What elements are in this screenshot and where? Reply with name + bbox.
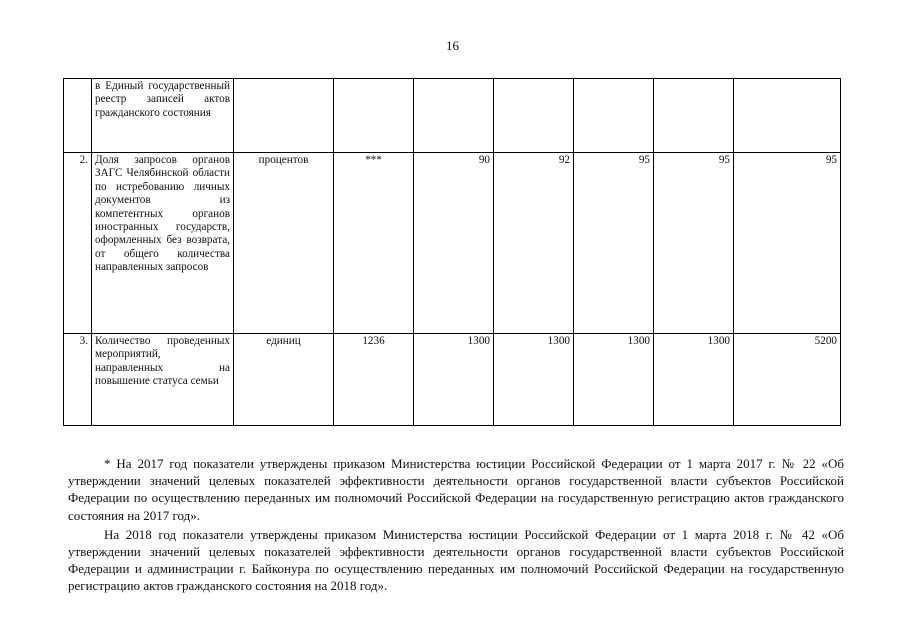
base-value-cell: 1236 <box>334 334 414 426</box>
row-number: 3. <box>64 334 92 426</box>
row-number <box>64 79 92 153</box>
value-cell <box>734 79 841 153</box>
indicator-name: Количество проведенных мероприятий, направленных на повышение статуса семьи <box>92 334 234 426</box>
value-cell <box>654 79 734 153</box>
value-cell <box>574 79 654 153</box>
value-cell <box>414 79 494 153</box>
indicator-name: Доля запросов органов ЗАГС Челябинской области по истребованию личных документов из компетентных органов иностранных государств, оформленных без возврата, от общего количества направленных запросов <box>92 153 234 334</box>
value-cell: 95 <box>574 153 654 334</box>
footnotes <box>68 455 844 595</box>
footnote-2017: * На 2017 год показатели утверждены приказом Министерства юстиции Российской Федерации от 1 марта 2017 г. № 22 «Об утверждении значений целевых показателей эффективности деятельности органов государственной власти субъектов Российской Федерации по осуществлению переданных им полномочий Российской Федерации на государственную регистрацию актов гражданского состояния на 2017 год». <box>68 456 844 523</box>
value-cell: 92 <box>494 153 574 334</box>
row-number: 2. <box>64 153 92 334</box>
unit-cell: единиц <box>234 334 334 426</box>
footnote-2018: На 2018 год показатели утверждены приказом Министерства юстиции Российской Федерации от 1 марта 2018 г. № 42 «Об утверждении значений целевых показателей эффективности деятельности органов государственной власти субъектов Российской Федерации и администрации г. Байконура по осуществлению переданных им полномочий Российской Федерации на государственную регистрацию актов гражданского состояния на 2018 год». <box>68 526 844 594</box>
value-cell: 1300 <box>414 334 494 426</box>
base-value-cell <box>334 79 414 153</box>
value-cell: 1300 <box>494 334 574 426</box>
value-cell: 95 <box>734 153 841 334</box>
table-row <box>64 334 841 426</box>
value-cell <box>494 79 574 153</box>
table-row <box>64 79 841 153</box>
indicator-name: в Единый государственный реестр записей актов гражданского состояния <box>92 79 234 153</box>
table-row <box>64 153 841 334</box>
page-number: 16 <box>446 38 459 53</box>
unit-cell: процентов <box>234 153 334 334</box>
value-cell: 5200 <box>734 334 841 426</box>
value-cell: 90 <box>414 153 494 334</box>
value-cell: 95 <box>654 153 734 334</box>
value-cell: 1300 <box>654 334 734 426</box>
indicators-table <box>63 78 841 426</box>
value-cell: 1300 <box>574 334 654 426</box>
base-value-cell: *** <box>334 153 414 334</box>
unit-cell <box>234 79 334 153</box>
